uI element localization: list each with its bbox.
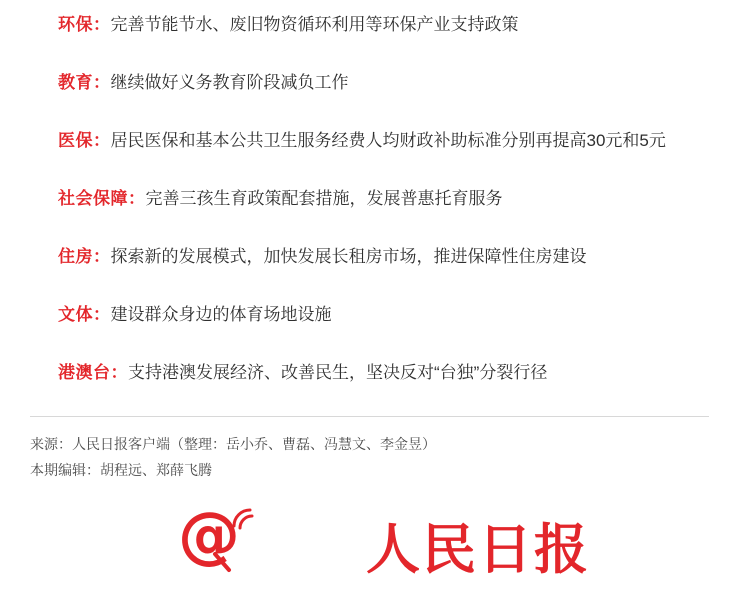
editor-line: 本期编辑：胡程远、郑薛飞腾 bbox=[30, 462, 212, 478]
signal-wave-icon bbox=[230, 506, 256, 532]
at-sign-logo-icon bbox=[178, 498, 264, 582]
entry-label: 医保： bbox=[58, 131, 111, 150]
list-item bbox=[58, 10, 709, 40]
source-line: 来源：人民日报客户端（整理：岳小乔、曹磊、冯慧文、李金昱） bbox=[30, 436, 436, 452]
entry-label: 教育： bbox=[58, 73, 111, 92]
entry-label: 社会保障： bbox=[58, 189, 146, 208]
entry-text: 支持港澳发展经济、改善民生，坚决反对“台独”分裂行径 bbox=[128, 363, 548, 382]
entry-text: 建设群众身边的体育场地设施 bbox=[110, 305, 332, 324]
credits-block bbox=[0, 417, 749, 483]
entry-text: 探索新的发展模式，加快发展长租房市场，推进保障性住房建设 bbox=[110, 247, 587, 266]
list-item bbox=[58, 68, 709, 98]
document-page bbox=[0, 10, 749, 616]
brand-wordmark: 人民日报 bbox=[366, 518, 590, 581]
footer bbox=[0, 498, 749, 616]
entry-label: 港澳台： bbox=[58, 363, 128, 382]
at-glyph-icon: @ bbox=[178, 498, 240, 571]
list-item bbox=[58, 242, 709, 272]
entry-label: 住房： bbox=[58, 247, 111, 266]
entry-label: 环保： bbox=[58, 15, 111, 34]
magnifier-tail-icon bbox=[212, 552, 232, 574]
entry-text: 完善节能节水、废旧物资循环利用等环保产业支持政策 bbox=[110, 15, 519, 34]
list-item bbox=[58, 358, 709, 388]
entry-label: 文体： bbox=[58, 305, 111, 324]
entry-text: 完善三孩生育政策配套措施，发展普惠托育服务 bbox=[145, 189, 503, 208]
list-item bbox=[58, 126, 709, 156]
entry-text: 居民医保和基本公共卫生服务经费人均财政补助标准分别再提高30元和5元 bbox=[110, 131, 666, 150]
list-item bbox=[58, 184, 709, 214]
entry-text: 继续做好义务教育阶段减负工作 bbox=[110, 73, 349, 92]
policy-entry-list bbox=[0, 10, 749, 388]
list-item bbox=[58, 300, 709, 330]
